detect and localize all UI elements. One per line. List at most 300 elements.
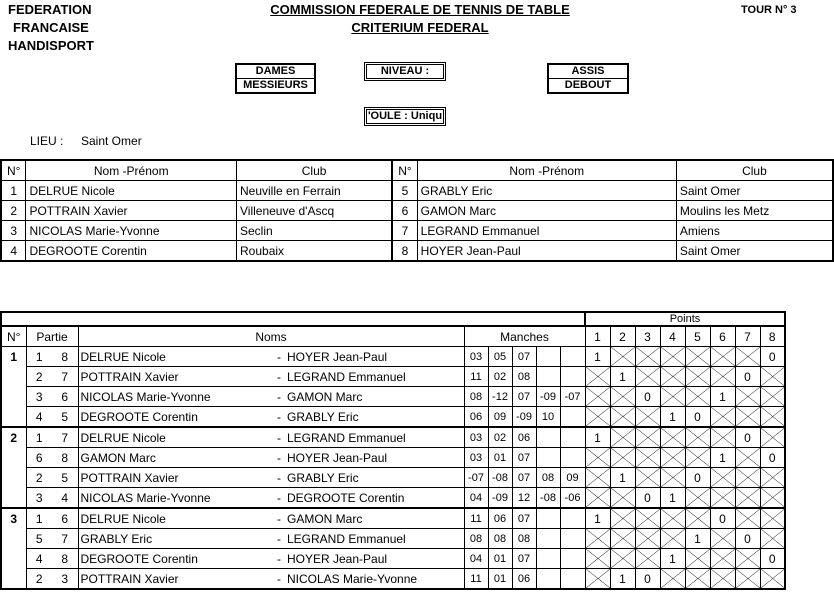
crossed-cell xyxy=(760,407,785,428)
crossed-cell xyxy=(710,468,735,488)
crossed-cell xyxy=(735,468,760,488)
crossed-cell xyxy=(660,569,685,590)
col-partie-header: Partie xyxy=(26,326,78,347)
player-club: Seclin xyxy=(237,221,393,241)
point-cell: 0 xyxy=(685,407,710,428)
set-score: 08 xyxy=(464,387,488,407)
col-num-header: N° xyxy=(392,160,417,181)
versus-separator: - xyxy=(273,347,285,367)
point-cell: 0 xyxy=(710,508,735,529)
set-score: 11 xyxy=(464,508,488,529)
set-score xyxy=(560,508,585,529)
col-num-header: N° xyxy=(1,160,26,181)
col-club-header: Club xyxy=(237,160,393,181)
crossed-cell xyxy=(635,529,660,549)
match-row xyxy=(1,468,785,488)
crossed-cell xyxy=(660,448,685,468)
player-name: DELRUE Nicole xyxy=(26,181,237,201)
col-manches-header: Manches xyxy=(464,326,585,347)
player-club: Neuville en Ferrain xyxy=(237,181,393,201)
set-score xyxy=(560,347,585,367)
point-cell: 1 xyxy=(710,448,735,468)
poule-box xyxy=(364,107,446,126)
partie-a: 3 xyxy=(26,387,52,407)
set-score: -07 xyxy=(464,468,488,488)
crossed-cell xyxy=(660,529,685,549)
point-cell: 0 xyxy=(760,347,785,367)
player-name: LEGRAND Emmanuel xyxy=(417,221,676,241)
player-name: GRABLY Eric xyxy=(417,181,676,201)
crossed-cell xyxy=(735,407,760,428)
matches-header-row xyxy=(1,326,785,347)
crossed-cell xyxy=(585,367,610,387)
partie-b: 5 xyxy=(52,407,78,428)
set-score: 04 xyxy=(464,488,488,509)
lieu-value: Saint Omer xyxy=(81,134,142,148)
set-score: 06 xyxy=(464,407,488,428)
crossed-cell xyxy=(735,347,760,367)
set-score: 04 xyxy=(464,549,488,569)
point-cell: 1 xyxy=(610,569,635,590)
crossed-cell xyxy=(760,387,785,407)
tour-number-cell: 2 xyxy=(1,427,26,508)
versus-separator: - xyxy=(273,549,285,569)
point-cell: 1 xyxy=(710,387,735,407)
position-box xyxy=(547,63,629,94)
partie-a: 1 xyxy=(26,347,52,367)
set-score: 01 xyxy=(488,549,512,569)
point-cell: 0 xyxy=(760,549,785,569)
crossed-cell xyxy=(585,448,610,468)
player-num: 7 xyxy=(392,221,417,241)
crossed-cell xyxy=(685,448,710,468)
set-score: 07 xyxy=(512,448,536,468)
match-row xyxy=(1,488,785,509)
col-name-header: Nom -Prénom xyxy=(26,160,237,181)
org-line-2: FRANCAISE xyxy=(13,20,89,35)
matches-table xyxy=(0,311,786,590)
set-score xyxy=(536,508,560,529)
point-cell: 1 xyxy=(660,549,685,569)
crossed-cell xyxy=(735,387,760,407)
set-score: -12 xyxy=(488,387,512,407)
player2-name: HOYER Jean-Paul xyxy=(285,347,464,367)
partie-a: 4 xyxy=(26,407,52,428)
assis-label: ASSIS xyxy=(571,65,605,77)
set-score: 06 xyxy=(512,427,536,448)
player1-name: NICOLAS Marie-Yvonne xyxy=(78,488,273,509)
crossed-cell xyxy=(760,508,785,529)
points-col-header: 5 xyxy=(685,326,710,347)
player1-name: DEGROOTE Corentin xyxy=(78,549,273,569)
versus-separator: - xyxy=(273,407,285,428)
set-score: 03 xyxy=(464,448,488,468)
crossed-cell xyxy=(710,488,735,509)
crossed-cell xyxy=(735,488,760,509)
set-score: 08 xyxy=(488,529,512,549)
set-score: 02 xyxy=(488,427,512,448)
crossed-cell xyxy=(585,549,610,569)
versus-separator: - xyxy=(273,569,285,590)
set-score: -06 xyxy=(560,488,585,509)
player-num: 5 xyxy=(392,181,417,201)
crossed-cell xyxy=(760,468,785,488)
partie-b: 8 xyxy=(52,347,78,367)
crossed-cell xyxy=(585,387,610,407)
crossed-cell xyxy=(610,387,635,407)
player1-name: GAMON Marc xyxy=(78,448,273,468)
partie-b: 7 xyxy=(52,529,78,549)
player-row xyxy=(1,241,833,262)
debout-label: DEBOUT xyxy=(549,78,627,92)
crossed-cell xyxy=(610,427,635,448)
player2-name: LEGRAND Emmanuel xyxy=(285,427,464,448)
player-row xyxy=(1,181,833,201)
versus-separator: - xyxy=(273,387,285,407)
point-cell: 1 xyxy=(685,529,710,549)
player1-name: NICOLAS Marie-Yvonne xyxy=(78,387,273,407)
player2-name: LEGRAND Emmanuel xyxy=(285,367,464,387)
set-score: 01 xyxy=(488,569,512,590)
crossed-cell xyxy=(635,347,660,367)
player1-name: DEGROOTE Corentin xyxy=(78,407,273,428)
crossed-cell xyxy=(685,549,710,569)
org-line-1: FEDERATION xyxy=(8,2,92,17)
set-score xyxy=(560,407,585,428)
partie-a: 1 xyxy=(26,427,52,448)
set-score: 03 xyxy=(464,347,488,367)
point-cell: 0 xyxy=(635,488,660,509)
crossed-cell xyxy=(735,448,760,468)
crossed-cell xyxy=(685,569,710,590)
player-club: Saint Omer xyxy=(676,181,833,201)
set-score: 06 xyxy=(512,569,536,590)
set-score xyxy=(536,529,560,549)
points-col-header: 6 xyxy=(710,326,735,347)
crossed-cell xyxy=(660,508,685,529)
crossed-cell xyxy=(760,488,785,509)
crossed-cell xyxy=(610,508,635,529)
crossed-cell xyxy=(585,529,610,549)
col-club-header: Club xyxy=(676,160,833,181)
crossed-cell xyxy=(760,529,785,549)
crossed-cell xyxy=(710,427,735,448)
player-num: 2 xyxy=(1,201,26,221)
partie-b: 5 xyxy=(52,468,78,488)
partie-b: 7 xyxy=(52,367,78,387)
crossed-cell xyxy=(660,468,685,488)
crossed-cell xyxy=(710,347,735,367)
col-name-header: Nom -Prénom xyxy=(417,160,676,181)
set-score: 08 xyxy=(512,367,536,387)
player-num: 4 xyxy=(1,241,26,262)
set-score: 09 xyxy=(560,468,585,488)
match-row xyxy=(1,407,785,428)
document-title: COMMISSION FEDERALE DE TENNIS DE TABLE xyxy=(270,2,570,17)
messieurs-label: MESSIEURS xyxy=(237,78,314,92)
match-row xyxy=(1,347,785,367)
crossed-cell xyxy=(610,549,635,569)
point-cell: 1 xyxy=(660,488,685,509)
crossed-cell xyxy=(710,529,735,549)
versus-separator: - xyxy=(273,427,285,448)
player1-name: DELRUE Nicole xyxy=(78,347,273,367)
match-row xyxy=(1,569,785,590)
points-col-header: 4 xyxy=(660,326,685,347)
dames-label: DAMES xyxy=(255,65,296,77)
crossed-cell xyxy=(635,468,660,488)
set-score: 05 xyxy=(488,347,512,367)
set-score xyxy=(536,549,560,569)
match-row xyxy=(1,529,785,549)
partie-b: 7 xyxy=(52,427,78,448)
versus-separator: - xyxy=(273,488,285,509)
set-score: 07 xyxy=(512,387,536,407)
players-header-row xyxy=(1,160,833,181)
crossed-cell xyxy=(610,448,635,468)
points-header-row xyxy=(1,312,785,326)
match-row xyxy=(1,427,785,448)
partie-a: 5 xyxy=(26,529,52,549)
point-cell: 0 xyxy=(685,468,710,488)
crossed-cell xyxy=(660,387,685,407)
point-cell: 1 xyxy=(610,468,635,488)
player1-name: DELRUE Nicole xyxy=(78,508,273,529)
crossed-cell xyxy=(760,427,785,448)
set-score xyxy=(560,367,585,387)
player-club: Moulins les Metz xyxy=(676,201,833,221)
set-score: 08 xyxy=(464,529,488,549)
point-cell: 0 xyxy=(635,569,660,590)
niveau-box xyxy=(364,62,446,81)
points-col-header: 3 xyxy=(635,326,660,347)
player2-name: HOYER Jean-Paul xyxy=(285,549,464,569)
set-score: 10 xyxy=(536,407,560,428)
gender-box xyxy=(235,63,316,94)
crossed-cell xyxy=(685,427,710,448)
player-num: 3 xyxy=(1,221,26,241)
set-score: -09 xyxy=(488,488,512,509)
player-row xyxy=(1,221,833,241)
player1-name: POTTRAIN Xavier xyxy=(78,569,273,590)
partie-b: 4 xyxy=(52,488,78,509)
set-score: -08 xyxy=(536,488,560,509)
crossed-cell xyxy=(585,407,610,428)
partie-a: 2 xyxy=(26,468,52,488)
set-score xyxy=(536,347,560,367)
niveau-label: NIVEAU : xyxy=(366,64,444,79)
partie-b: 8 xyxy=(52,549,78,569)
set-score xyxy=(560,549,585,569)
player-club: Roubaix xyxy=(237,241,393,262)
player-name: POTTRAIN Xavier xyxy=(26,201,237,221)
set-score xyxy=(536,569,560,590)
poule-label: 'OULE : Uniqu xyxy=(367,110,443,122)
set-score: -09 xyxy=(536,387,560,407)
player1-name: DELRUE Nicole xyxy=(78,427,273,448)
crossed-cell xyxy=(635,367,660,387)
crossed-cell xyxy=(710,407,735,428)
partie-b: 6 xyxy=(52,387,78,407)
player1-name: POTTRAIN Xavier xyxy=(78,367,273,387)
set-score xyxy=(536,367,560,387)
document-subtitle: CRITERIUM FEDERAL xyxy=(351,20,489,35)
points-col-header: 7 xyxy=(735,326,760,347)
versus-separator: - xyxy=(273,468,285,488)
crossed-cell xyxy=(735,569,760,590)
player-name: DEGROOTE Corentin xyxy=(26,241,237,262)
lieu-label: LIEU : xyxy=(30,134,64,148)
crossed-cell xyxy=(710,367,735,387)
player-name: HOYER Jean-Paul xyxy=(417,241,676,262)
player2-name: GAMON Marc xyxy=(285,387,464,407)
crossed-cell xyxy=(585,468,610,488)
org-line-3: HANDISPORT xyxy=(8,38,94,53)
set-score: 02 xyxy=(488,367,512,387)
partie-a: 4 xyxy=(26,549,52,569)
crossed-cell xyxy=(685,387,710,407)
player-club: Villeneuve d'Ascq xyxy=(237,201,393,221)
point-cell: 0 xyxy=(735,367,760,387)
crossed-cell xyxy=(685,508,710,529)
crossed-cell xyxy=(660,367,685,387)
partie-a: 6 xyxy=(26,448,52,468)
match-row xyxy=(1,508,785,529)
player-num: 6 xyxy=(392,201,417,221)
crossed-cell xyxy=(585,569,610,590)
partie-b: 8 xyxy=(52,448,78,468)
tour-number-cell: 3 xyxy=(1,508,26,589)
set-score: -09 xyxy=(512,407,536,428)
match-row xyxy=(1,387,785,407)
point-cell: 0 xyxy=(760,448,785,468)
set-score: 07 xyxy=(512,468,536,488)
set-score: 09 xyxy=(488,407,512,428)
crossed-cell xyxy=(710,569,735,590)
set-score xyxy=(560,569,585,590)
point-cell: 1 xyxy=(585,427,610,448)
set-score xyxy=(560,427,585,448)
player-num: 1 xyxy=(1,181,26,201)
col-noms-header: Noms xyxy=(78,326,464,347)
crossed-cell xyxy=(635,427,660,448)
match-row xyxy=(1,367,785,387)
crossed-cell xyxy=(635,448,660,468)
crossed-cell xyxy=(585,488,610,509)
point-cell: 1 xyxy=(585,508,610,529)
set-score: 11 xyxy=(464,367,488,387)
player2-name: GRABLY Eric xyxy=(285,468,464,488)
match-row xyxy=(1,549,785,569)
versus-separator: - xyxy=(273,508,285,529)
crossed-cell xyxy=(710,549,735,569)
player-club: Saint Omer xyxy=(676,241,833,262)
partie-a: 3 xyxy=(26,488,52,509)
partie-b: 6 xyxy=(52,508,78,529)
set-score: 12 xyxy=(512,488,536,509)
player2-name: GRABLY Eric xyxy=(285,407,464,428)
set-score: 07 xyxy=(512,347,536,367)
crossed-cell xyxy=(760,367,785,387)
player-name: GAMON Marc xyxy=(417,201,676,221)
crossed-cell xyxy=(735,508,760,529)
players-table xyxy=(0,159,834,262)
player-name: NICOLAS Marie-Yvonne xyxy=(26,221,237,241)
points-col-header: 2 xyxy=(610,326,635,347)
set-score: -07 xyxy=(560,387,585,407)
crossed-cell xyxy=(660,427,685,448)
set-score: 07 xyxy=(512,508,536,529)
point-cell: 0 xyxy=(735,529,760,549)
partie-a: 1 xyxy=(26,508,52,529)
crossed-cell xyxy=(635,549,660,569)
point-cell: 1 xyxy=(585,347,610,367)
points-header: Points xyxy=(585,312,785,326)
player1-name: GRABLY Eric xyxy=(78,529,273,549)
crossed-cell xyxy=(685,367,710,387)
player-num: 8 xyxy=(392,241,417,262)
set-score xyxy=(536,427,560,448)
crossed-cell xyxy=(760,569,785,590)
crossed-cell xyxy=(635,407,660,428)
col-tour-header: N° xyxy=(1,326,26,347)
set-score xyxy=(560,529,585,549)
points-col-header: 8 xyxy=(760,326,785,347)
player2-name: LEGRAND Emmanuel xyxy=(285,529,464,549)
versus-separator: - xyxy=(273,529,285,549)
player-row xyxy=(1,201,833,221)
player2-name: GAMON Marc xyxy=(285,508,464,529)
versus-separator: - xyxy=(273,448,285,468)
partie-a: 2 xyxy=(26,569,52,590)
player1-name: POTTRAIN Xavier xyxy=(78,468,273,488)
crossed-cell xyxy=(610,529,635,549)
set-score: 07 xyxy=(512,549,536,569)
partie-a: 2 xyxy=(26,367,52,387)
tour-number: TOUR N° 3 xyxy=(741,4,797,16)
set-score: 11 xyxy=(464,569,488,590)
point-cell: 1 xyxy=(660,407,685,428)
set-score: 06 xyxy=(488,508,512,529)
crossed-cell xyxy=(685,347,710,367)
set-score: 01 xyxy=(488,448,512,468)
crossed-cell xyxy=(610,407,635,428)
set-score: 08 xyxy=(536,468,560,488)
crossed-cell xyxy=(610,488,635,509)
crossed-cell xyxy=(635,508,660,529)
match-row xyxy=(1,448,785,468)
partie-b: 3 xyxy=(52,569,78,590)
point-cell: 1 xyxy=(610,367,635,387)
set-score: 08 xyxy=(512,529,536,549)
player2-name: HOYER Jean-Paul xyxy=(285,448,464,468)
crossed-cell xyxy=(660,347,685,367)
player2-name: NICOLAS Marie-Yvonne xyxy=(285,569,464,590)
tour-number-cell: 1 xyxy=(1,347,26,428)
versus-separator: - xyxy=(273,367,285,387)
set-score xyxy=(560,448,585,468)
crossed-cell xyxy=(610,347,635,367)
player2-name: DEGROOTE Corentin xyxy=(285,488,464,509)
crossed-cell xyxy=(685,488,710,509)
point-cell: 0 xyxy=(635,387,660,407)
point-cell: 0 xyxy=(735,427,760,448)
set-score: -08 xyxy=(488,468,512,488)
crossed-cell xyxy=(735,549,760,569)
set-score: 03 xyxy=(464,427,488,448)
points-col-header: 1 xyxy=(585,326,610,347)
player-club: Amiens xyxy=(676,221,833,241)
